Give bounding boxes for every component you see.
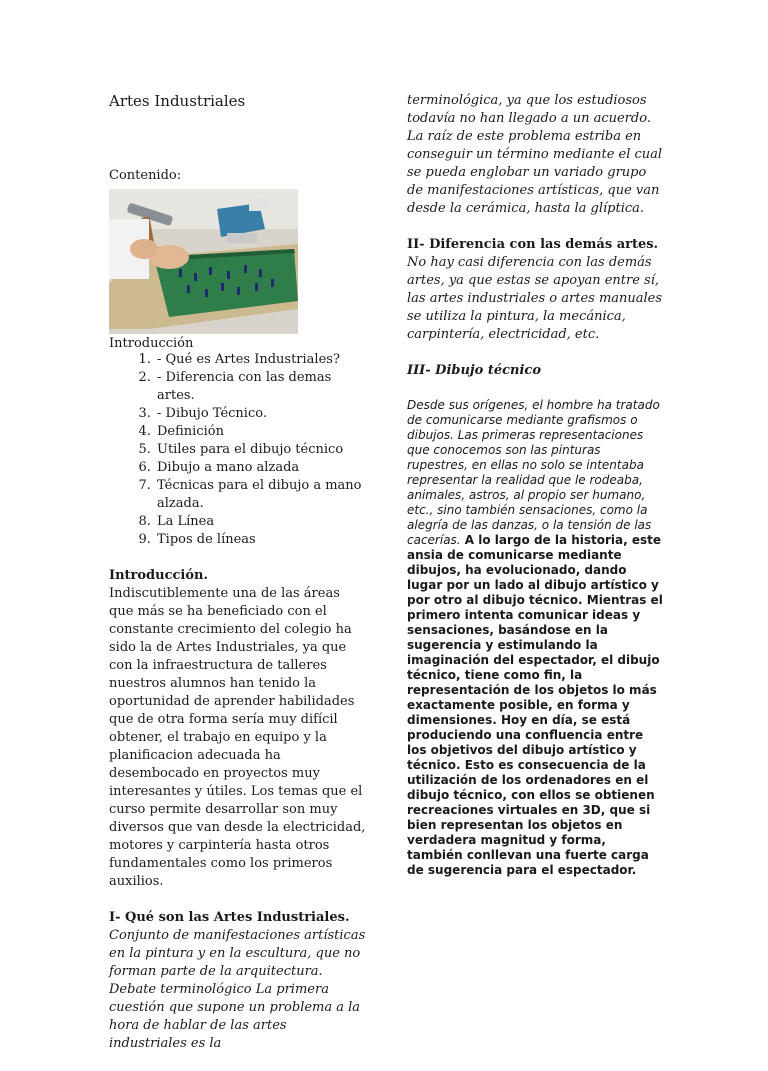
section1-paragraph-right: terminológica, ya que los estudiosos todavía no han llegado a un acuerdo. La raíz de este problema estriba en conseguir un término mediante el cual se pueda englobar un variado grupo de manifestaciones artísticas, que van desde la cerámica, hasta la glíptica.	[407, 93, 663, 216]
section3-paragraph	[407, 398, 663, 878]
section1-heading: I- Qué son las Artes Industriales.	[109, 910, 350, 925]
section3-heading: III- Dibujo técnico	[407, 363, 541, 378]
toc-item: 8. La Línea	[155, 513, 367, 531]
table-of-contents	[109, 351, 367, 549]
toc-item: 1. - Qué es Artes Industriales?	[155, 351, 367, 369]
contenido-label: Contenido:	[109, 168, 182, 183]
toc-item: 7. Técnicas para el dibujo a mano alzada.	[155, 477, 367, 513]
toc-heading: Introducción	[109, 336, 194, 351]
toc-item: 5. Utiles para el dibujo técnico	[155, 441, 367, 459]
section3-italic-text: Desde sus orígenes, el hombre ha tratado de comunicarse mediante grafismos o dibujos. Las primeras representaciones que conocemos son las pinturas rupestres, en ellas no solo se intentaba representar la realidad que le rodeaba, animales, astros, al propio ser humano, etc., sino también sensaciones, como la alegría de las danzas, o la tensión de las cacerías.	[407, 398, 660, 547]
section2-heading: II- Diferencia con las demás artes.	[407, 237, 659, 252]
toc-item: 9. Tipos de líneas	[155, 531, 367, 549]
toc-item: 6. Dibujo a mano alzada	[155, 459, 367, 477]
intro-paragraph: Indiscutiblemente una de las áreas que más se ha beneficiado con el constante crecimiento del colegio ha sido la de Artes Industriales, ya que con la infraestructura de talleres nuestros alumnos han tenido la oportunidad de aprender habilidades que de otra forma sería muy difícil obtener, el trabajo en equipo y la planificacion adecuada ha desembocado en proyectos muy interesantes y útiles. Los temas que el curso permite desarrollar son muy diversos que van desde la electricidad, motores y carpintería hasta otros fundamentales como los primeros auxilios.	[109, 586, 366, 889]
right-column	[407, 92, 663, 878]
section1-paragraph-left: Conjunto de manifestaciones artísticas en la pintura y en la escultura, que no forman parte de la arquitectura. Debate terminológico La primera cuestión que supone un problema a la hora de hablar de las artes industriales es la	[109, 928, 366, 1051]
workshop-photo	[109, 189, 298, 334]
section3-bold-text: A lo largo de la historia, este ansia de comunicarse mediante dibujos, ha evolucionado, dando lugar por un lado al dibujo artístico y por otro al dibujo técnico. Mientras el primero intenta comunicar ideas y sensaciones, basándose en la sugerencia y estimulando la imaginación del espectador, el dibujo técnico, tiene como fin, la representación de los objetos lo más exactamente posible, en forma y dimensiones. Hoy en día, se está produciendo una confluencia entre los objetivos del dibujo artístico y técnico. Esto es consecuencia de la utilización de los ordenadores en el dibujo técnico, con ellos se obtienen recreaciones virtuales en 3D, que si bien representan los objetos en verdadera magnitud y forma, también conllevan una fuerte carga de sugerencia para el espectador.	[407, 533, 663, 877]
toc-item: 4. Definición	[155, 423, 367, 441]
document-title: Artes Industriales	[109, 92, 246, 110]
intro-heading: Introducción.	[109, 568, 209, 583]
toc-item: 3. - Dibujo Técnico.	[155, 405, 367, 423]
left-column	[109, 92, 367, 1071]
toc-item: 2. - Diferencia con las demas artes.	[155, 369, 367, 405]
section2-paragraph: No hay casi diferencia con las demás artes, ya que estas se apoyan entre sí, las artes industriales o artes manuales se utiliza la pintura, la mecánica, carpintería, electricidad, etc.	[407, 255, 663, 342]
